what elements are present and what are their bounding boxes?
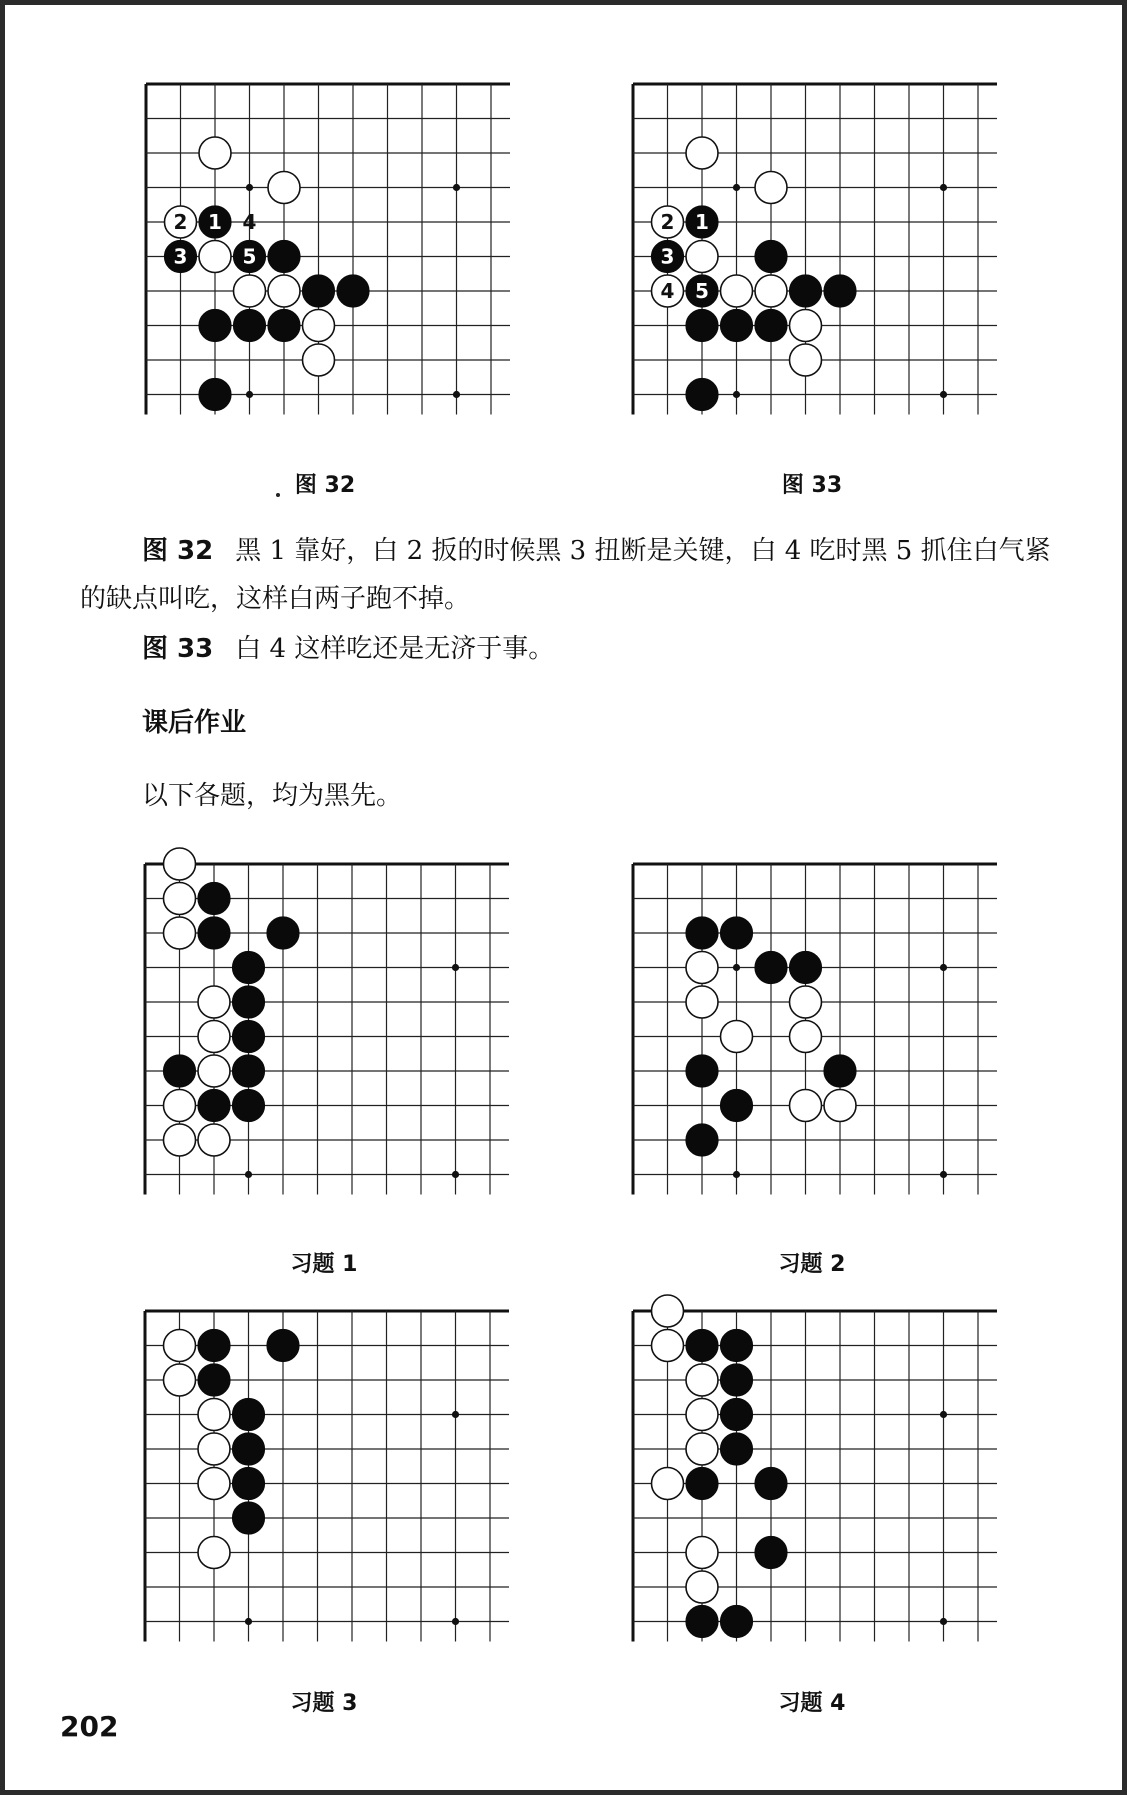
star-point xyxy=(245,1171,252,1178)
black-stone xyxy=(164,1055,196,1087)
star-point xyxy=(940,184,947,191)
explanation-text: 白 4 这样吃还是无济于事。 xyxy=(235,634,555,664)
black-stone xyxy=(233,1399,265,1431)
black-stone xyxy=(198,883,230,915)
star-point xyxy=(733,964,740,971)
black-stone xyxy=(267,917,299,949)
go-diagram-exercise-3 xyxy=(139,1305,511,1685)
star-point xyxy=(452,1411,459,1418)
black-stone xyxy=(686,379,718,411)
white-stone xyxy=(686,1433,718,1465)
move-number: 2 xyxy=(173,210,188,234)
white-stone xyxy=(790,310,822,342)
black-stone xyxy=(824,275,856,307)
black-stone xyxy=(721,1399,753,1431)
move-number: 4 xyxy=(242,210,257,234)
star-point xyxy=(733,391,740,398)
black-stone xyxy=(686,1124,718,1156)
white-stone xyxy=(198,1021,230,1053)
black-stone xyxy=(721,1606,753,1638)
black-stone xyxy=(337,275,369,307)
white-stone xyxy=(164,1364,196,1396)
white-stone xyxy=(686,1571,718,1603)
white-stone xyxy=(198,1433,230,1465)
black-stone xyxy=(198,1330,230,1362)
star-point xyxy=(453,391,460,398)
black-stone xyxy=(268,241,300,273)
move-number: 1 xyxy=(695,210,709,234)
white-stone xyxy=(652,1330,684,1362)
star-point xyxy=(940,1411,947,1418)
white-stone xyxy=(198,1399,230,1431)
white-stone xyxy=(790,1021,822,1053)
white-stone xyxy=(790,344,822,376)
white-stone xyxy=(652,1468,684,1500)
star-point xyxy=(245,1618,252,1625)
white-stone xyxy=(755,275,787,307)
white-stone xyxy=(234,275,266,307)
move-number: 3 xyxy=(173,244,188,269)
move-number: 5 xyxy=(695,279,709,303)
star-point xyxy=(940,1618,947,1625)
black-stone xyxy=(686,1330,718,1362)
star-point xyxy=(733,184,740,191)
white-stone xyxy=(199,241,231,273)
black-stone xyxy=(686,310,718,342)
black-stone xyxy=(233,1021,265,1053)
black-stone xyxy=(234,310,266,342)
star-point xyxy=(246,184,253,191)
white-stone xyxy=(198,1124,230,1156)
move-number: 5 xyxy=(242,244,257,269)
figure-32-caption: 图 32 xyxy=(294,473,356,498)
black-stone xyxy=(721,310,753,342)
black-stone xyxy=(755,1537,787,1569)
star-point xyxy=(940,391,947,398)
exercise-4-caption: 习题 4 xyxy=(778,1691,846,1716)
black-stone xyxy=(233,986,265,1018)
homework-heading: 课后作业 xyxy=(142,708,247,738)
star-point xyxy=(733,1171,740,1178)
white-stone xyxy=(721,275,753,307)
black-stone xyxy=(233,1055,265,1087)
white-stone xyxy=(164,917,196,949)
black-stone xyxy=(686,1606,718,1638)
black-stone xyxy=(755,952,787,984)
move-number: 4 xyxy=(660,279,675,303)
black-stone xyxy=(824,1055,856,1087)
white-stone xyxy=(686,1399,718,1431)
black-stone xyxy=(721,1433,753,1465)
black-stone xyxy=(198,1364,230,1396)
black-stone xyxy=(199,310,231,342)
black-stone xyxy=(721,1090,753,1122)
white-stone xyxy=(824,1090,856,1122)
white-stone xyxy=(164,1090,196,1122)
white-stone xyxy=(164,1124,196,1156)
star-point xyxy=(452,964,459,971)
black-stone xyxy=(721,917,753,949)
move-number: 1 xyxy=(208,210,222,234)
black-stone xyxy=(233,952,265,984)
white-stone xyxy=(198,1537,230,1569)
black-stone xyxy=(268,310,300,342)
white-stone xyxy=(164,1330,196,1362)
white-stone xyxy=(686,1537,718,1569)
black-stone xyxy=(303,275,335,307)
black-stone xyxy=(790,952,822,984)
homework-instruction: 以下各题，均为黑先。 xyxy=(142,781,403,811)
black-stone xyxy=(686,917,718,949)
black-stone xyxy=(198,1090,230,1122)
black-stone xyxy=(721,1364,753,1396)
black-stone xyxy=(721,1330,753,1362)
black-stone xyxy=(267,1330,299,1362)
go-diagram-fig32 xyxy=(140,78,512,458)
black-stone xyxy=(198,917,230,949)
white-stone xyxy=(198,1468,230,1500)
white-stone xyxy=(198,986,230,1018)
white-stone xyxy=(686,137,718,169)
black-stone xyxy=(233,1090,265,1122)
black-stone xyxy=(233,1468,265,1500)
move-number: 2 xyxy=(660,210,675,234)
go-diagram-fig33 xyxy=(627,78,999,458)
black-stone xyxy=(755,241,787,273)
white-stone xyxy=(268,172,300,204)
black-stone xyxy=(755,310,787,342)
white-stone xyxy=(164,848,196,880)
white-stone xyxy=(686,241,718,273)
white-stone xyxy=(755,172,787,204)
black-stone xyxy=(686,1468,718,1500)
black-stone xyxy=(233,1502,265,1534)
explanation-text: 黑 1 靠好，白 2 扳的时候黑 3 扭断是关键，白 4 吃时黑 5 抓住白气紧的缺点叫吃，这样白两子跑不掉。 xyxy=(80,536,1051,614)
star-point xyxy=(452,1171,459,1178)
go-diagram-exercise-4 xyxy=(627,1305,999,1685)
white-stone xyxy=(198,1055,230,1087)
white-stone xyxy=(303,344,335,376)
explanation-label: 图 32 xyxy=(142,536,214,566)
black-stone xyxy=(199,379,231,411)
star-point xyxy=(940,964,947,971)
go-diagram-exercise-2 xyxy=(627,858,999,1238)
white-stone xyxy=(790,1090,822,1122)
white-stone xyxy=(686,986,718,1018)
white-stone xyxy=(686,952,718,984)
white-stone xyxy=(652,1295,684,1327)
black-stone xyxy=(233,1433,265,1465)
star-point xyxy=(940,1171,947,1178)
stray-ink-dot xyxy=(276,493,280,497)
go-diagram-exercise-1 xyxy=(139,858,511,1238)
black-stone xyxy=(686,1055,718,1087)
white-stone xyxy=(164,883,196,915)
exercise-2-caption: 习题 2 xyxy=(778,1252,846,1277)
white-stone xyxy=(303,310,335,342)
page-number: 202 xyxy=(60,1710,119,1743)
black-stone xyxy=(755,1468,787,1500)
figure-33-caption: 图 33 xyxy=(781,473,843,498)
exercise-3-caption: 习题 3 xyxy=(290,1691,358,1716)
exercise-1-caption: 习题 1 xyxy=(290,1252,358,1277)
white-stone xyxy=(721,1021,753,1053)
star-point xyxy=(453,184,460,191)
explanation-label: 图 33 xyxy=(142,634,214,664)
white-stone xyxy=(199,137,231,169)
white-stone xyxy=(790,986,822,1018)
move-number: 3 xyxy=(660,244,675,269)
black-stone xyxy=(790,275,822,307)
white-stone xyxy=(686,1364,718,1396)
star-point xyxy=(452,1618,459,1625)
explanation-fig33 xyxy=(80,625,1060,673)
star-point xyxy=(246,391,253,398)
explanation-fig32 xyxy=(80,527,1060,623)
white-stone xyxy=(268,275,300,307)
